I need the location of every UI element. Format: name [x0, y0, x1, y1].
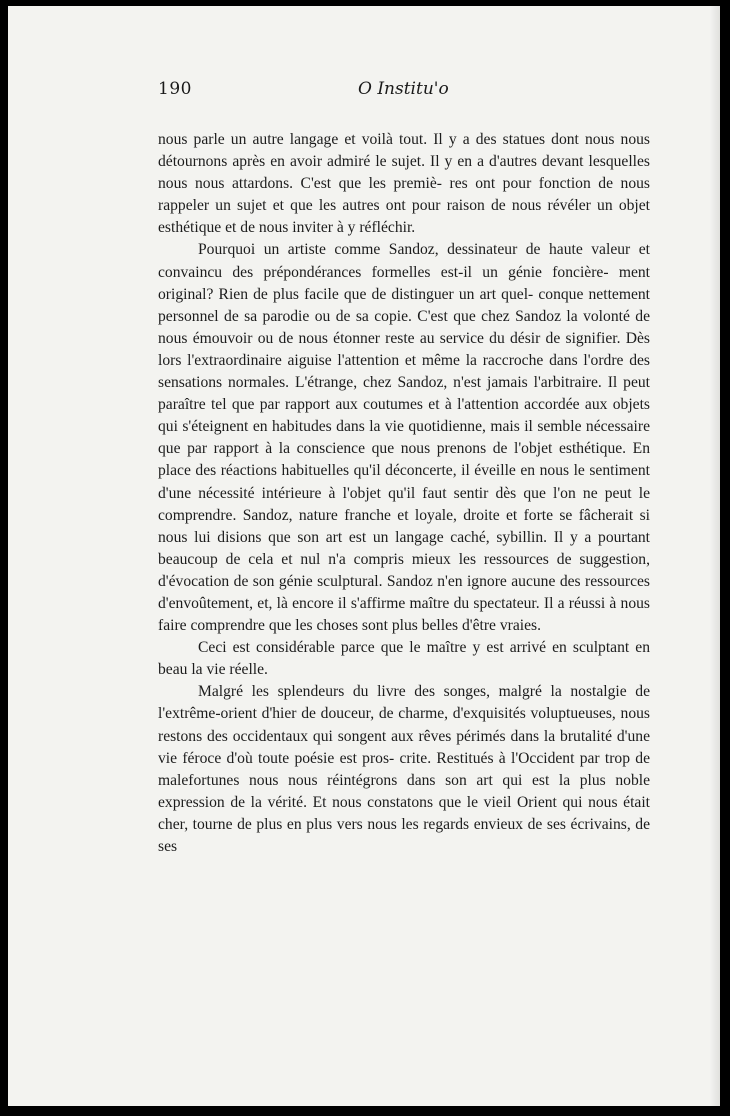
running-title: O Institu'o: [358, 79, 449, 99]
book-page: [8, 6, 720, 1106]
paragraph-orient: Malgré les splendeurs du livre des songes, malgré la nostalgie de l'extrême-orient d'hier de douceur, de charme, d'exquisités voluptueuses, nous restons des occidentaux qui songent aux rêves périmés dans la brutalité d'une vie féroce d'où toute poésie est pros- crite. Restitués à l'Occident par trop de malefortunes nous nous réintégrons dans son art qui est la plus noble expression de la vérité. Et nous constatons que le vieil Orient qui nous était cher, tourne de plus en plus vers nous les regards envieux de ses écrivains, de ses: [158, 683, 650, 855]
page-header: [158, 79, 648, 107]
page-edge-shadow: [710, 6, 720, 1106]
paragraph-continuation: nous parle un autre langage et voilà tout. Il y a des statues dont nous nous détournons après en avoir admiré le sujet. Il y en a d'autres devant lesquelles nous nous attardons. C'est que les premiè- res ont pour fonction de nous rappeler un sujet et que les autres ont pour raison de nous révéler un objet esthétique et de nous inviter à y réfléchir.: [158, 131, 650, 237]
paragraph-maitre: Ceci est considérable parce que le maître y est arrivé en sculptant en beau la vie réelle.: [158, 639, 650, 679]
paragraph-sandoz: Pourquoi un artiste comme Sandoz, dessinateur de haute valeur et convaincu des prépondérances formelles est-il un génie foncière- ment original? Rien de plus facile que de distinguer un art quel- conque nettement personnel de sa parodie ou de sa copie. C'est que chez Sandoz la volonté de nous émouvoir ou de nous étonner reste au service du désir de signifier. Dès lors l'extraordinaire aiguise l'attention et même la raccroche dans l'ordre des sensations normales. L'étrange, chez Sandoz, n'est jamais l'arbitraire. Il peut paraître tel que par rapport aux coutumes et à l'attention accordée aux objets qui s'éteignent en habitudes dans la vie quotidienne, mais il semble nécessaire que par rapport à la conscience que nous prenons de l'objet esthétique. En place des réactions habituelles qu'il déconcerte, il éveille en nous le sentiment d'une nécessité intérieure à l'objet qu'il faut sentir dès que l'on ne peut le comprendre. Sandoz, nature franche et loyale, droite et forte se fâcherait si nous lui disions que son art est un langage caché, sybillin. Il y a pourtant beaucoup de cela et nul n'a compris mieux les ressources de suggestion, d'évocation de son génie sculptural. Sandoz n'en ignore aucune des ressources d'envoûtement, et, là encore il s'affirme maître du spectateur. Il a réussi à nous faire comprendre que les choses sont plus belles d'être vraies.: [158, 241, 650, 635]
body-text: [158, 129, 650, 858]
page-number: 190: [158, 79, 192, 99]
